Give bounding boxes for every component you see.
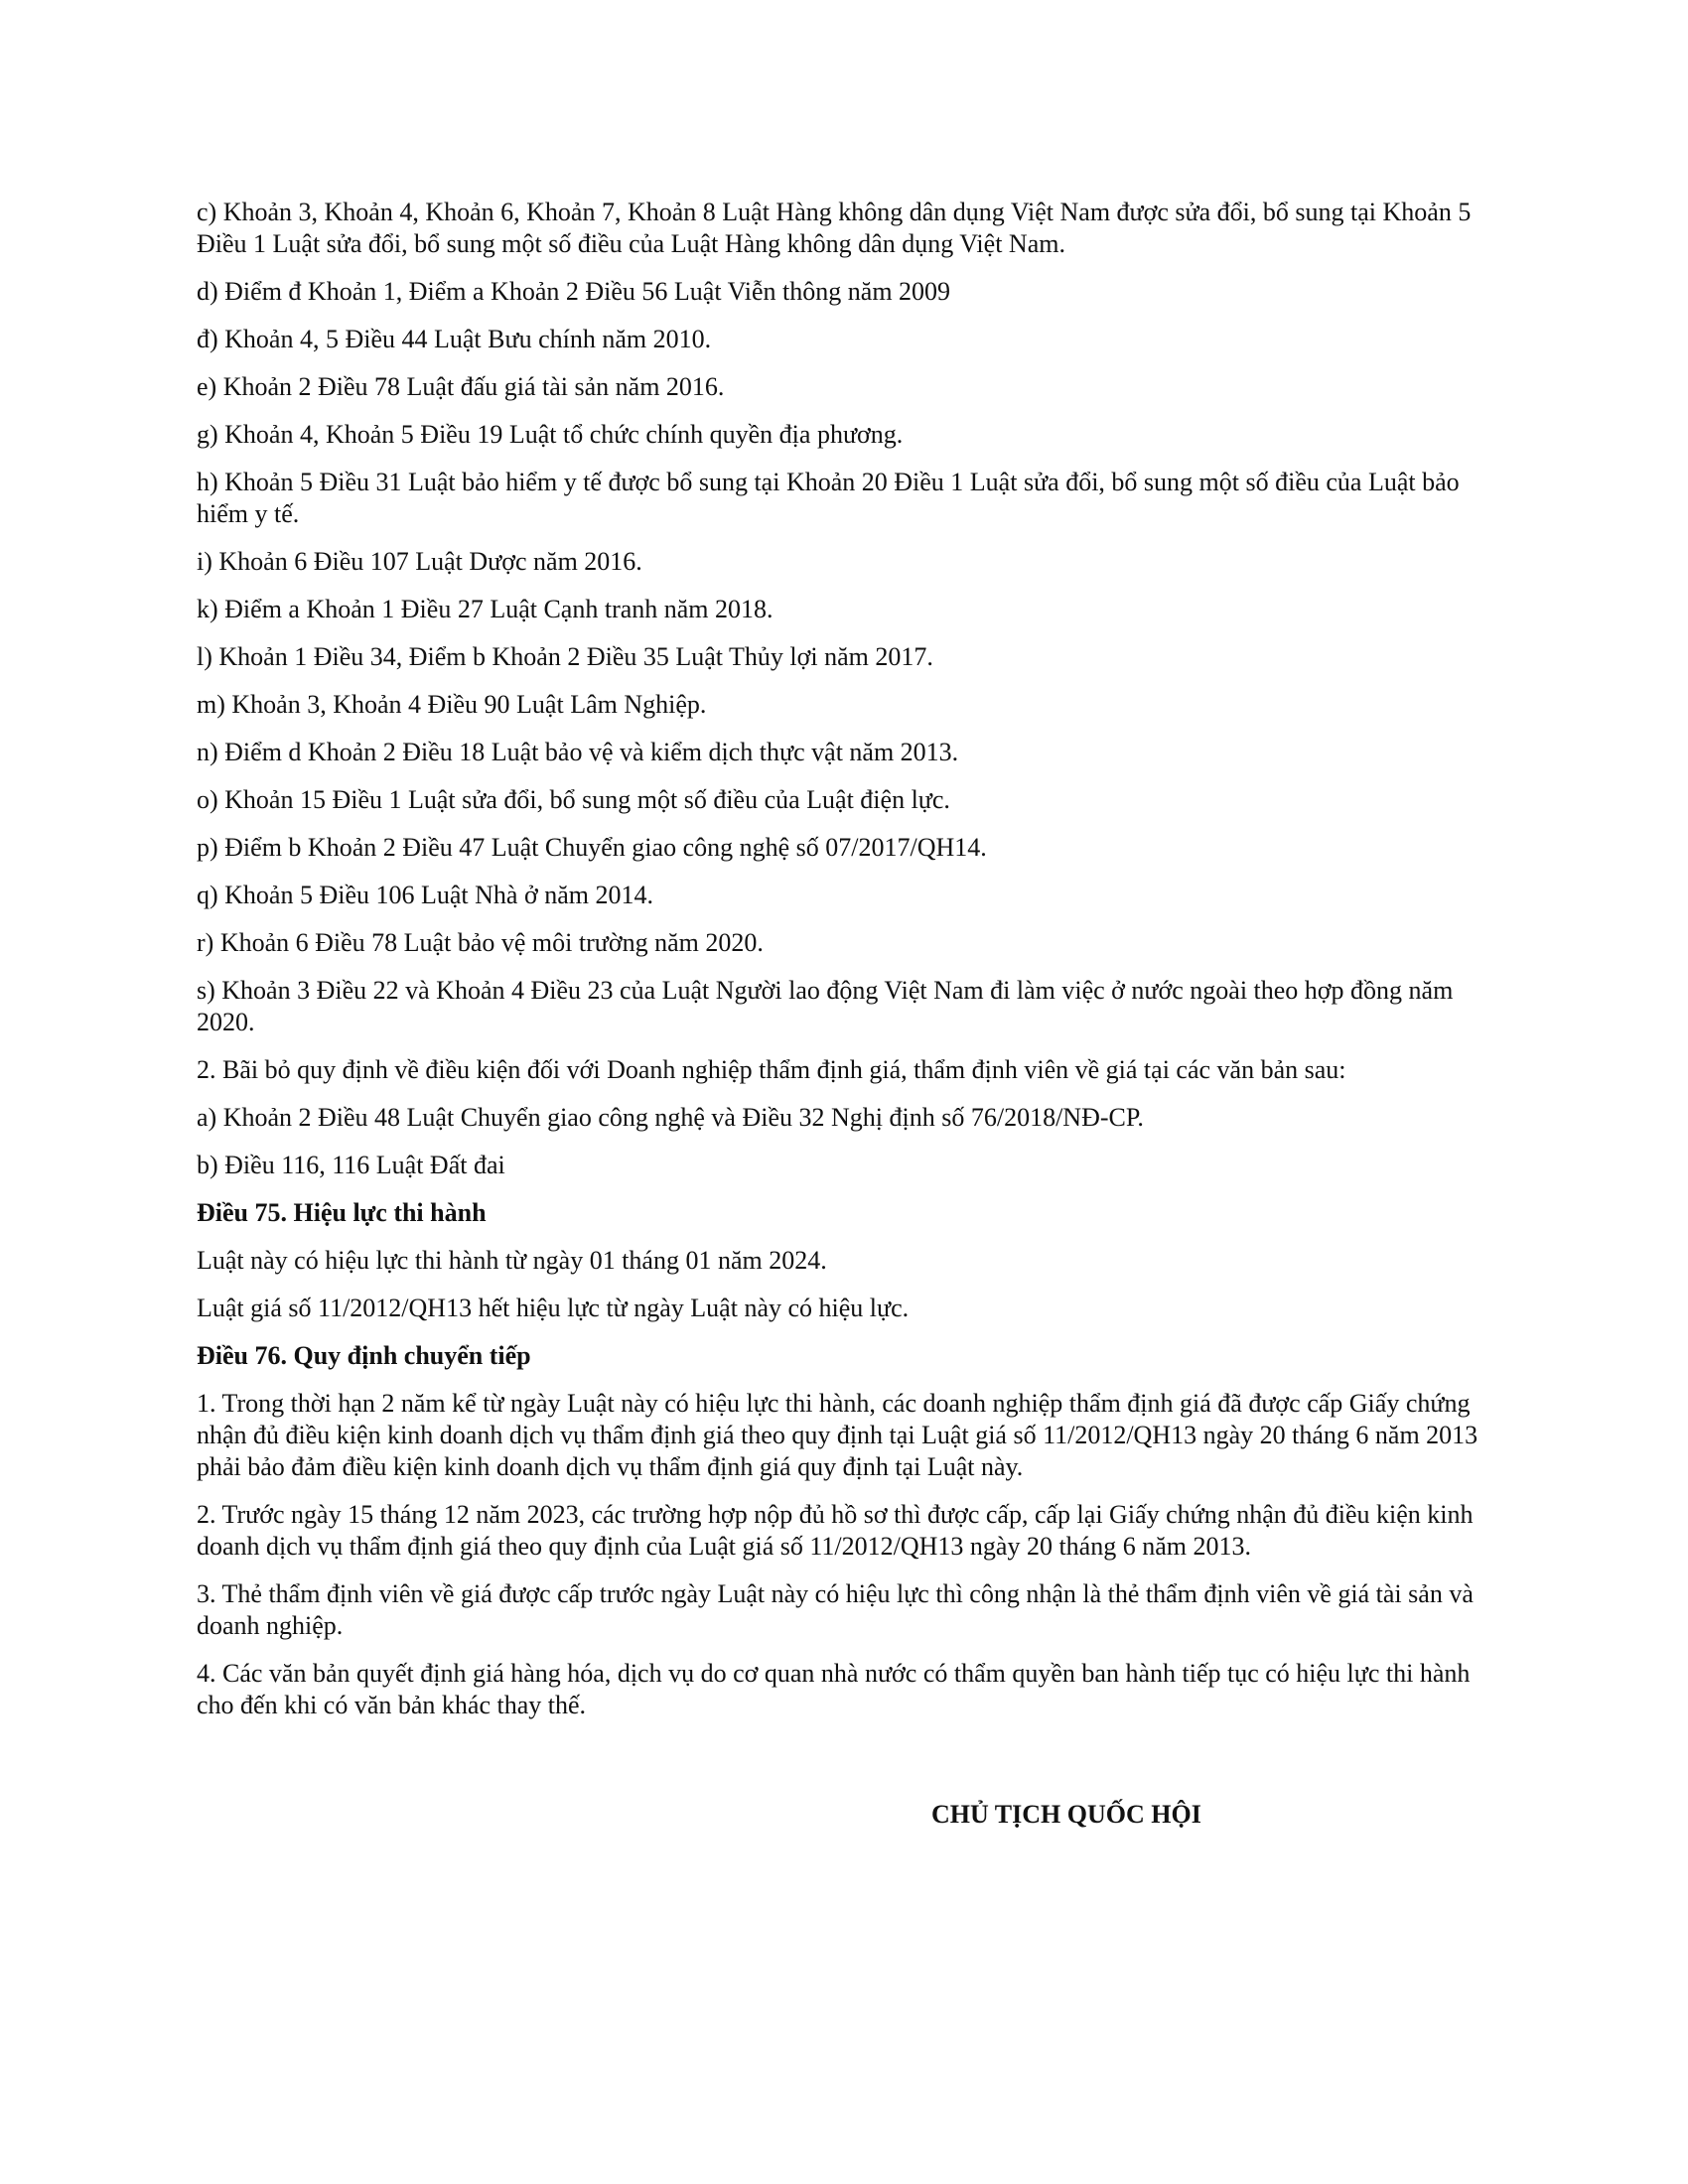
clause-2-item-a: a) Khoản 2 Điều 48 Luật Chuyển giao công nghệ và Điều 32 Nghị định số 76/2018/NĐ-CP. xyxy=(197,1103,1144,1132)
article-76-heading: Điều 76. Quy định chuyển tiếp xyxy=(197,1341,531,1370)
list-item-dd: đ) Khoản 4, 5 Điều 44 Luật Bưu chính năm 2010. xyxy=(197,325,712,353)
article-75-paragraph: Luật này có hiệu lực thi hành từ ngày 01 tháng 01 năm 2024. xyxy=(197,1246,827,1275)
list-item-h: h) Khoản 5 Điều 31 Luật bảo hiểm y tế được bổ sung tại Khoản 20 Điều 1 Luật sửa đổi, bổ sung một số điều của Luật bảo hiểm y tế. xyxy=(197,468,1460,528)
signature-title: CHỦ TỊCH QUỐC HỘI xyxy=(931,1800,1201,1829)
list-item-l: l) Khoản 1 Điều 34, Điểm b Khoản 2 Điều 35 Luật Thủy lợi năm 2017. xyxy=(197,642,933,671)
list-item-p: p) Điểm b Khoản 2 Điều 47 Luật Chuyển giao công nghệ số 07/2017/QH14. xyxy=(197,833,987,862)
article-76-paragraph: 2. Trước ngày 15 tháng 12 năm 2023, các trường hợp nộp đủ hồ sơ thì được cấp, cấp lại Giấy chứng nhận đủ điều kiện kinh doanh dịch vụ thẩm định giá theo quy định của Luật giá số 11/2012/QH13 ngày 20 tháng 6 năm 2013. xyxy=(197,1500,1474,1561)
list-item-e: e) Khoản 2 Điều 78 Luật đấu giá tài sản năm 2016. xyxy=(197,372,725,401)
list-item-n: n) Điểm d Khoản 2 Điều 18 Luật bảo vệ và kiểm dịch thực vật năm 2013. xyxy=(197,738,959,766)
document-body xyxy=(197,197,1497,1737)
list-item-m: m) Khoản 3, Khoản 4 Điều 90 Luật Lâm Nghiệp. xyxy=(197,690,707,719)
list-item-k: k) Điểm a Khoản 1 Điều 27 Luật Cạnh tranh năm 2018. xyxy=(197,595,774,623)
list-item-s: s) Khoản 3 Điều 22 và Khoản 4 Điều 23 của Luật Người lao động Việt Nam đi làm việc ở nước ngoài theo hợp đồng năm 2020. xyxy=(197,976,1454,1036)
list-item-r: r) Khoản 6 Điều 78 Luật bảo vệ môi trường năm 2020. xyxy=(197,928,764,957)
list-item-d: d) Điểm đ Khoản 1, Điểm a Khoản 2 Điều 56 Luật Viễn thông năm 2009 xyxy=(197,277,951,306)
article-76-paragraph: 4. Các văn bản quyết định giá hàng hóa, dịch vụ do cơ quan nhà nước có thẩm quyền ban hành tiếp tục có hiệu lực thi hành cho đến khi có văn bản khác thay thế. xyxy=(197,1659,1471,1719)
list-item-o: o) Khoản 15 Điều 1 Luật sửa đổi, bổ sung một số điều của Luật điện lực. xyxy=(197,785,950,814)
article-76-paragraph: 1. Trong thời hạn 2 năm kể từ ngày Luật này có hiệu lực thi hành, các doanh nghiệp thẩm định giá đã được cấp Giấy chứng nhận đủ điều kiện kinh doanh dịch vụ thẩm định giá theo quy định tại Luật giá số 11/2012/QH13 ngày 20 tháng 6 năm 2013 phải bảo đảm điều kiện kinh doanh dịch vụ thẩm định giá quy định tại Luật này. xyxy=(197,1389,1478,1481)
list-item-i: i) Khoản 6 Điều 107 Luật Dược năm 2016. xyxy=(197,547,642,576)
clause-2-item-b: b) Điều 116, 116 Luật Đất đai xyxy=(197,1151,505,1179)
list-item-q: q) Khoản 5 Điều 106 Luật Nhà ở năm 2014. xyxy=(197,881,653,909)
article-76-paragraph: 3. Thẻ thẩm định viên về giá được cấp trước ngày Luật này có hiệu lực thì công nhận là thẻ thẩm định viên về giá tài sản và doanh nghiệp. xyxy=(197,1579,1474,1640)
clause-2: 2. Bãi bỏ quy định về điều kiện đối với Doanh nghiệp thẩm định giá, thẩm định viên về giá tại các văn bản sau: xyxy=(197,1055,1346,1084)
article-75-paragraph: Luật giá số 11/2012/QH13 hết hiệu lực từ ngày Luật này có hiệu lực. xyxy=(197,1294,910,1322)
list-item-c: c) Khoản 3, Khoản 4, Khoản 6, Khoản 7, Khoản 8 Luật Hàng không dân dụng Việt Nam được sửa đổi, bổ sung tại Khoản 5 Điều 1 Luật sửa đổi, bổ sung một số điều của Luật Hàng không dân dụng Việt Nam. xyxy=(197,198,1472,258)
article-75-heading: Điều 75. Hiệu lực thi hành xyxy=(197,1198,487,1227)
list-item-g: g) Khoản 4, Khoản 5 Điều 19 Luật tổ chức chính quyền địa phương. xyxy=(197,420,904,449)
